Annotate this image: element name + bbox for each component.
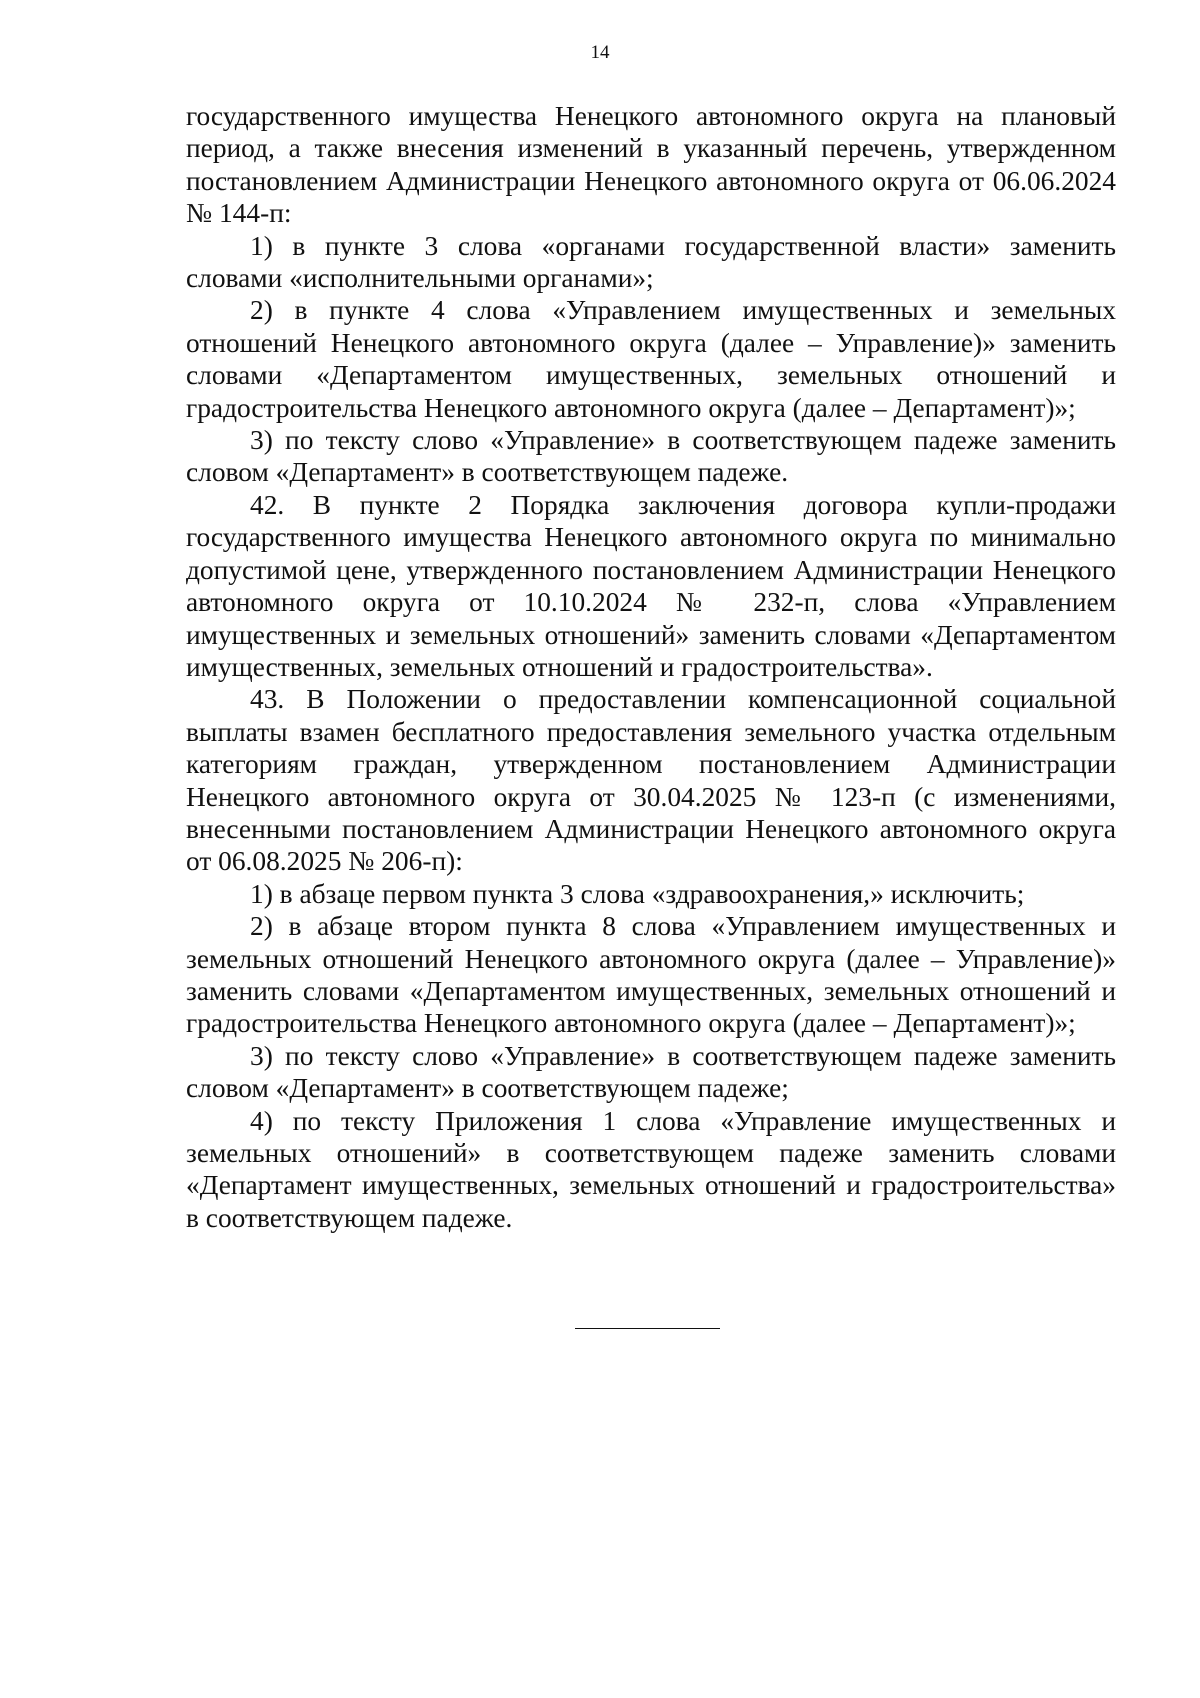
paragraph-subitem-1: 1) в абзаце первом пункта 3 слова «здравоохранения,» исключить; (250, 878, 1025, 909)
paragraph-subitem-2: 2) в абзаце втором пункта 8 слова «Управлением имущественных и земельных отношений Ненецкого автономного округа (далее – Управление)» заменить словами «Департаментом имущественных, земельных отношений и градостроительства Ненецкого автономного округа (далее – Департамент)»; (186, 911, 1116, 1039)
paragraph-subitem-3: 3) по тексту слово «Управление» в соответствующем падеже заменить словом «Департамент» в соответствующем падеже; (186, 1040, 1116, 1104)
page-number: 14 (590, 42, 610, 63)
paragraph-item-42: 42. В пункте 2 Порядка заключения договора купли-продажи государственного имущества Ненецкого автономного округа по минимально допустимой цене, утвержденного постановлением Администрации Ненецкого автономного округа от 10.10.2024 № 232-п, слова «Управлением имущественных и земельных отношений» заменить словами «Департаментом имущественных, земельных отношений и градостроительства». (186, 489, 1116, 682)
paragraph-item-43: 43. В Положении о предоставлении компенсационной социальной выплаты взамен бесплатного предоставления земельного участка отдельным категориям граждан, утвержденном постановлением Администрации Ненецкого автономного округа от 30.04.2025 № 123-п (с изменениями, внесенными постановлением Администрации Ненецкого автономного округа от 06.08.2025 № 206-п): (186, 684, 1116, 877)
paragraph-subitem-2: 2) в пункте 4 слова «Управлением имущественных и земельных отношений Ненецкого автономного округа (далее – Управление)» заменить словами «Департаментом имущественных, земельных отношений и градостроительства Ненецкого автономного округа (далее – Департамент)»; (186, 295, 1116, 423)
paragraph-continuation: государственного имущества Ненецкого автономного округа на плановый период, а также внесения изменений в указанный перечень, утвержденном постановлением Администрации Ненецкого автономного округа от 06.06.2024 № 144-п: (186, 101, 1116, 229)
closing-divider (575, 1328, 720, 1329)
document-body (186, 100, 1116, 1234)
paragraph-subitem-4: 4) по тексту Приложения 1 слова «Управление имущественных и земельных отношений» в соответствующем падеже заменить словами «Департамент имущественных, земельных отношений и градостроительства» в соответствующем падеже. (186, 1105, 1116, 1233)
paragraph-subitem-1: 1) в пункте 3 слова «органами государственной власти» заменить словами «исполнительными органами»; (186, 230, 1116, 294)
paragraph-subitem-3: 3) по тексту слово «Управление» в соответствующем падеже заменить словом «Департамент» в соответствующем падеже. (186, 425, 1116, 488)
